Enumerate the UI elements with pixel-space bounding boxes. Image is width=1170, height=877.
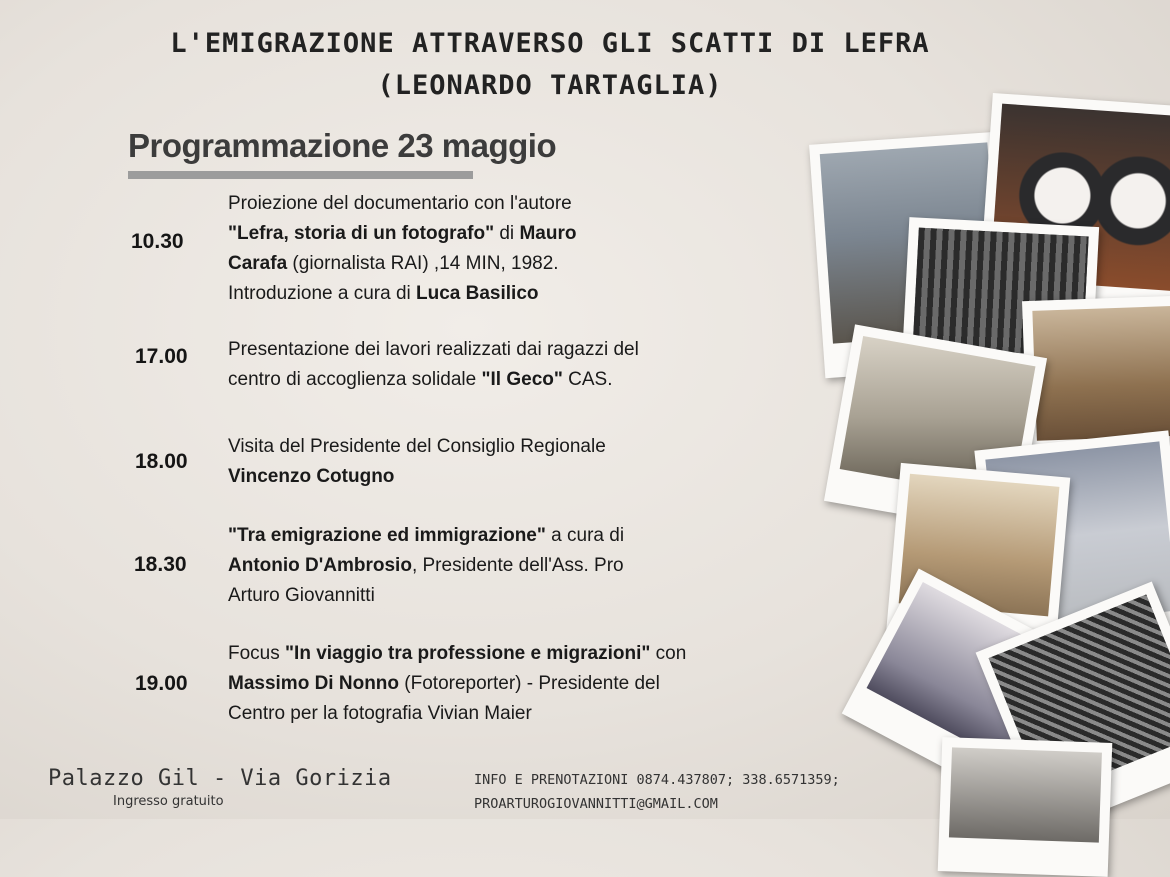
event-description (228, 189, 728, 309)
event-time: 18.30 (134, 553, 187, 576)
event-time: 18.00 (135, 450, 188, 473)
event-line: Centro per la fotografia Vivian Maier (228, 703, 532, 724)
contact-phone: INFO E PRENOTAZIONI 0874.437807; 338.6571359; (474, 772, 840, 788)
event-line: Arturo Giovannitti (228, 585, 375, 606)
event-line: centro di accoglienza solidale "Il Geco" CAS. (228, 369, 613, 390)
main-title-line1: L'EMIGRAZIONE ATTRAVERSO GLI SCATTI DI LEFRA (170, 28, 930, 59)
event-time: 17.00 (135, 345, 188, 368)
program-date-heading: Programmazione 23 maggio (128, 127, 557, 164)
event-line: Antonio D'Ambrosio, Presidente dell'Ass. Pro (228, 555, 624, 576)
event-time: 10.30 (131, 230, 184, 253)
event-line: Vincenzo Cotugno (228, 466, 395, 487)
event-time: 19.00 (135, 672, 188, 695)
event-line: "Lefra, storia di un fotografo" di Mauro (228, 223, 577, 244)
photo-people-row (938, 737, 1113, 877)
event-description (228, 432, 728, 492)
event-line: Proiezione del documentario con l'autore (228, 193, 572, 214)
event-line: Massimo Di Nonno (Fotoreporter) - Presidente del (228, 673, 660, 694)
contact-email: PROARTUROGIOVANNITTI@GMAIL.COM (474, 796, 718, 812)
contact-info (474, 768, 894, 816)
entry-label: Ingresso gratuito (113, 794, 224, 809)
event-line: Focus "In viaggio tra professione e migrazioni" con (228, 643, 687, 664)
event-line: Introduzione a cura di Luca Basilico (228, 283, 539, 304)
heading-underline (128, 171, 473, 179)
venue-label: Palazzo Gil - Via Gorizia (48, 766, 392, 791)
main-title-line2: (LEONARDO TARTAGLIA) (377, 70, 723, 101)
event-line: "Tra emigrazione ed immigrazione" a cura di (228, 525, 625, 546)
event-line: Carafa (giornalista RAI) ,14 MIN, 1982. (228, 253, 559, 274)
event-line: Visita del Presidente del Consiglio Regionale (228, 436, 606, 457)
event-description (228, 639, 728, 729)
event-description (228, 521, 728, 611)
event-description (228, 335, 728, 395)
event-line: Presentazione dei lavori realizzati dai ragazzi del (228, 339, 639, 360)
